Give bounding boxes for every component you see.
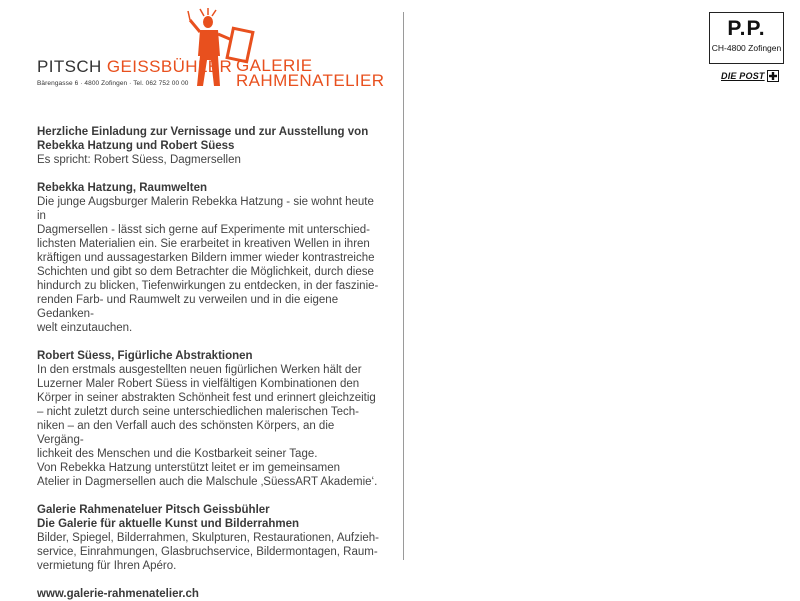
gallery-owner-name: PITSCH GEISSBÜHLER [37, 57, 233, 76]
section-rebekka-hatzung: Rebekka Hatzung, Raumwelten Die junge Augsburger Malerin Rebekka Hatzung - sie wohnt heute in Dagmersellen - lässt sich gerne auf Experimente mit unterschied- lichsten Materialien ein. Sie erarbeitet in kreativen Wellen in ihren kräftigen und aussagestarken Bildern immer wieder kontrastreiche Schichten und gibt so dem Betrachter die Möglichkeit, durch diese hindurch zu blicken, Tiefenwirkungen zu entdecken, in der faszinie- renden Farb- und Raumwelt zu verweilen und in die eigene Gedanken- welt einzutauchen. [37, 181, 383, 335]
section-heading: Robert Süess, Figürliche Abstraktionen [37, 350, 253, 362]
postage-location: CH-4800 Zofingen [711, 43, 782, 53]
section-gallery-info: Galerie Rahmenateluer Pitsch Geissbühler Die Galerie für aktuelle Kunst und Bilderrahmen Bilder, Spiegel, Bilderrahmen, Skulpturen, Restaurationen, Aufzieh- service, Einrahmungen, Glasbruchservice, Bildermontagen, Raum- vermietung für Ihren Apéro. [37, 503, 383, 573]
logo-galerie: GALERIE [236, 56, 313, 75]
postage-title: P.P. [727, 17, 766, 40]
invitation-text [37, 125, 383, 601]
address-divider [403, 12, 404, 560]
swiss-cross-icon [767, 70, 779, 82]
speaker-line: Es spricht: Robert Süess, Dagmersellen [37, 154, 241, 166]
swiss-post-logo [721, 70, 779, 82]
section-heading: Galerie Rahmenateluer Pitsch Geissbühler [37, 504, 270, 516]
gallery-logo-title [236, 58, 384, 88]
section-robert-sueess: Robert Süess, Figürliche Abstraktionen In den erstmals ausgestellten neuen figürlichen Werken hält der Luzerner Maler Robert Süess in vielfältigen Kombinationen den Körper in seiner abstrakten Schönheit fest und erinnert gleichzeitig – nicht zuletzt durch seine unterschiedlichen malerischen Tech- niken – an den Verfall auch des schönsten Körpers, an die Vergäng- lichkeit des Menschen und die Kostbarkeit seiner Tage. Von Rebekka Hatzung unterstützt leitet er im gemeinsamen Atelier in Dagmersellen auch die Malschule ‚SüessART Akademie‘. [37, 349, 383, 489]
gallery-address: Bärengasse 6 · 4800 Zofingen · Tel. 062 752 00 00 [37, 80, 189, 87]
postage-paid-box [709, 12, 784, 64]
invitation-intro: Herzliche Einladung zur Vernissage und zur Ausstellung von Rebekka Hatzung und Robert Süess Es spricht: Robert Süess, Dagmersellen [37, 125, 383, 167]
website-link[interactable]: www.galerie-rahmenatelier.ch [37, 588, 199, 600]
logo-rahmenatelier: RAHMENATELIER [236, 71, 385, 90]
section-heading: Rebekka Hatzung, Raumwelten [37, 182, 207, 194]
gallery-logo-name [37, 58, 232, 87]
section-subheading: Die Galerie für aktuelle Kunst und Bilderrahmen [37, 518, 300, 530]
post-label: DIE POST [721, 71, 765, 81]
